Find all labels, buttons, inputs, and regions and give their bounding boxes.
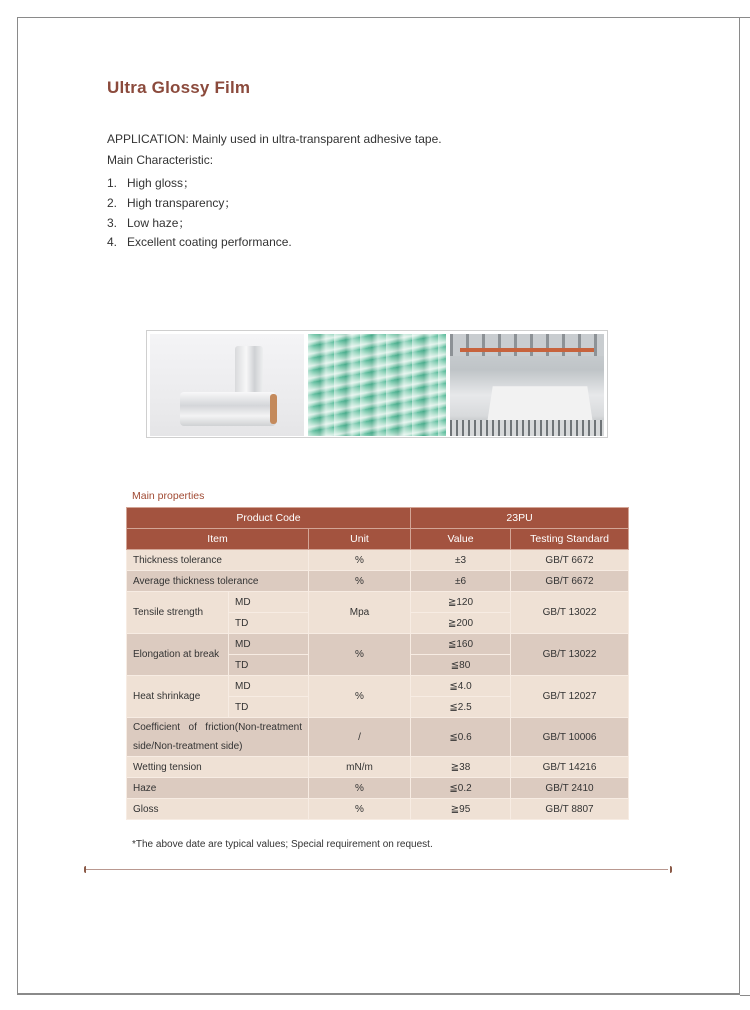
page-title: Ultra Glossy Film [107, 78, 251, 97]
item-cell: Wetting tension [127, 757, 309, 778]
unit-cell: % [309, 634, 411, 676]
item-cell: Thickness tolerance [127, 550, 309, 571]
unit-cell: Mpa [309, 592, 411, 634]
value-cell: ±6 [411, 571, 511, 592]
characteristic-heading: Main Characteristic: [107, 153, 214, 167]
standard-cell: GB/T 13022 [511, 592, 629, 634]
product-code-label: Product Code [127, 508, 411, 529]
roller-conveyor-shape [450, 420, 604, 436]
standard-cell: GB/T 6672 [511, 550, 629, 571]
film-sheet-shape [487, 386, 593, 424]
table-row [127, 634, 629, 655]
table-row [127, 778, 629, 799]
value-cell: ≧38 [411, 757, 511, 778]
footnote: *The above date are typical values; Special requirement on request. [132, 839, 433, 850]
roll-core-shape [270, 394, 277, 424]
direction-cell: MD [229, 634, 309, 655]
unit-cell: % [309, 778, 411, 799]
col-value: Value [411, 529, 511, 550]
col-standard: Testing Standard [511, 529, 629, 550]
unit-cell: % [309, 676, 411, 718]
col-item: Item [127, 529, 309, 550]
unit-cell: mN/m [309, 757, 411, 778]
application-text: APPLICATION: Mainly used in ultra-transparent adhesive tape. [107, 132, 442, 146]
direction-cell: TD [229, 613, 309, 634]
characteristic-item: 4. Excellent coating performance. [107, 235, 292, 249]
standard-cell: GB/T 6672 [511, 571, 629, 592]
standard-cell: GB/T 13022 [511, 634, 629, 676]
table-header-row [127, 508, 629, 529]
standard-cell: GB/T 14216 [511, 757, 629, 778]
item-cell: Tensile strength [127, 592, 229, 634]
film-roll-photo [150, 334, 304, 436]
characteristic-item: 2. High transparency； [107, 196, 237, 210]
table-row [127, 757, 629, 778]
value-cell: ≦80 [411, 655, 511, 676]
divider-right-cap-icon [666, 866, 672, 873]
standard-cell: GB/T 2410 [511, 778, 629, 799]
value-cell: ≦160 [411, 634, 511, 655]
printed-tape-rolls-photo [308, 334, 446, 436]
item-cell: Gloss [127, 799, 309, 820]
characteristic-item: 3. Low haze； [107, 216, 191, 230]
standard-cell: GB/T 8807 [511, 799, 629, 820]
item-cell: Average thickness tolerance [127, 571, 309, 592]
value-cell: ±3 [411, 550, 511, 571]
horizontal-roll-shape [180, 392, 276, 426]
value-cell: ≦4.0 [411, 676, 511, 697]
item-cell: Heat shrinkage [127, 676, 229, 718]
section-label: Main properties [132, 490, 205, 502]
page-border-edge [740, 17, 750, 996]
product-code-value: 23PU [411, 508, 629, 529]
table-row [127, 676, 629, 697]
direction-cell: MD [229, 592, 309, 613]
table-row [127, 550, 629, 571]
characteristic-item: 1. High gloss； [107, 176, 196, 190]
item-cell: Haze [127, 778, 309, 799]
value-cell: ≦2.5 [411, 697, 511, 718]
unit-cell: % [309, 550, 411, 571]
value-cell: ≧200 [411, 613, 511, 634]
value-cell: ≧95 [411, 799, 511, 820]
unit-cell: % [309, 571, 411, 592]
unit-cell: / [309, 718, 411, 757]
product-image-strip [146, 330, 608, 438]
item-cell: Elongation at break [127, 634, 229, 676]
value-cell: ≧120 [411, 592, 511, 613]
item-cell: Coefficient of friction(Non-treatment side/Non-treatment side) [127, 718, 309, 757]
direction-cell: TD [229, 655, 309, 676]
table-row [127, 571, 629, 592]
crane-beam-shape [460, 348, 594, 352]
unit-cell: % [309, 799, 411, 820]
col-unit: Unit [309, 529, 411, 550]
factory-line-photo [450, 334, 604, 436]
value-cell: ≦0.2 [411, 778, 511, 799]
direction-cell: MD [229, 676, 309, 697]
value-cell: ≦0.6 [411, 718, 511, 757]
standard-cell: GB/T 10006 [511, 718, 629, 757]
ceiling-shape [450, 334, 604, 356]
table-row [127, 799, 629, 820]
table-row [127, 592, 629, 613]
table-row [127, 718, 629, 757]
table-header-row [127, 529, 629, 550]
direction-cell: TD [229, 697, 309, 718]
properties-table [126, 507, 629, 820]
standard-cell: GB/T 12027 [511, 676, 629, 718]
section-divider [86, 869, 668, 870]
